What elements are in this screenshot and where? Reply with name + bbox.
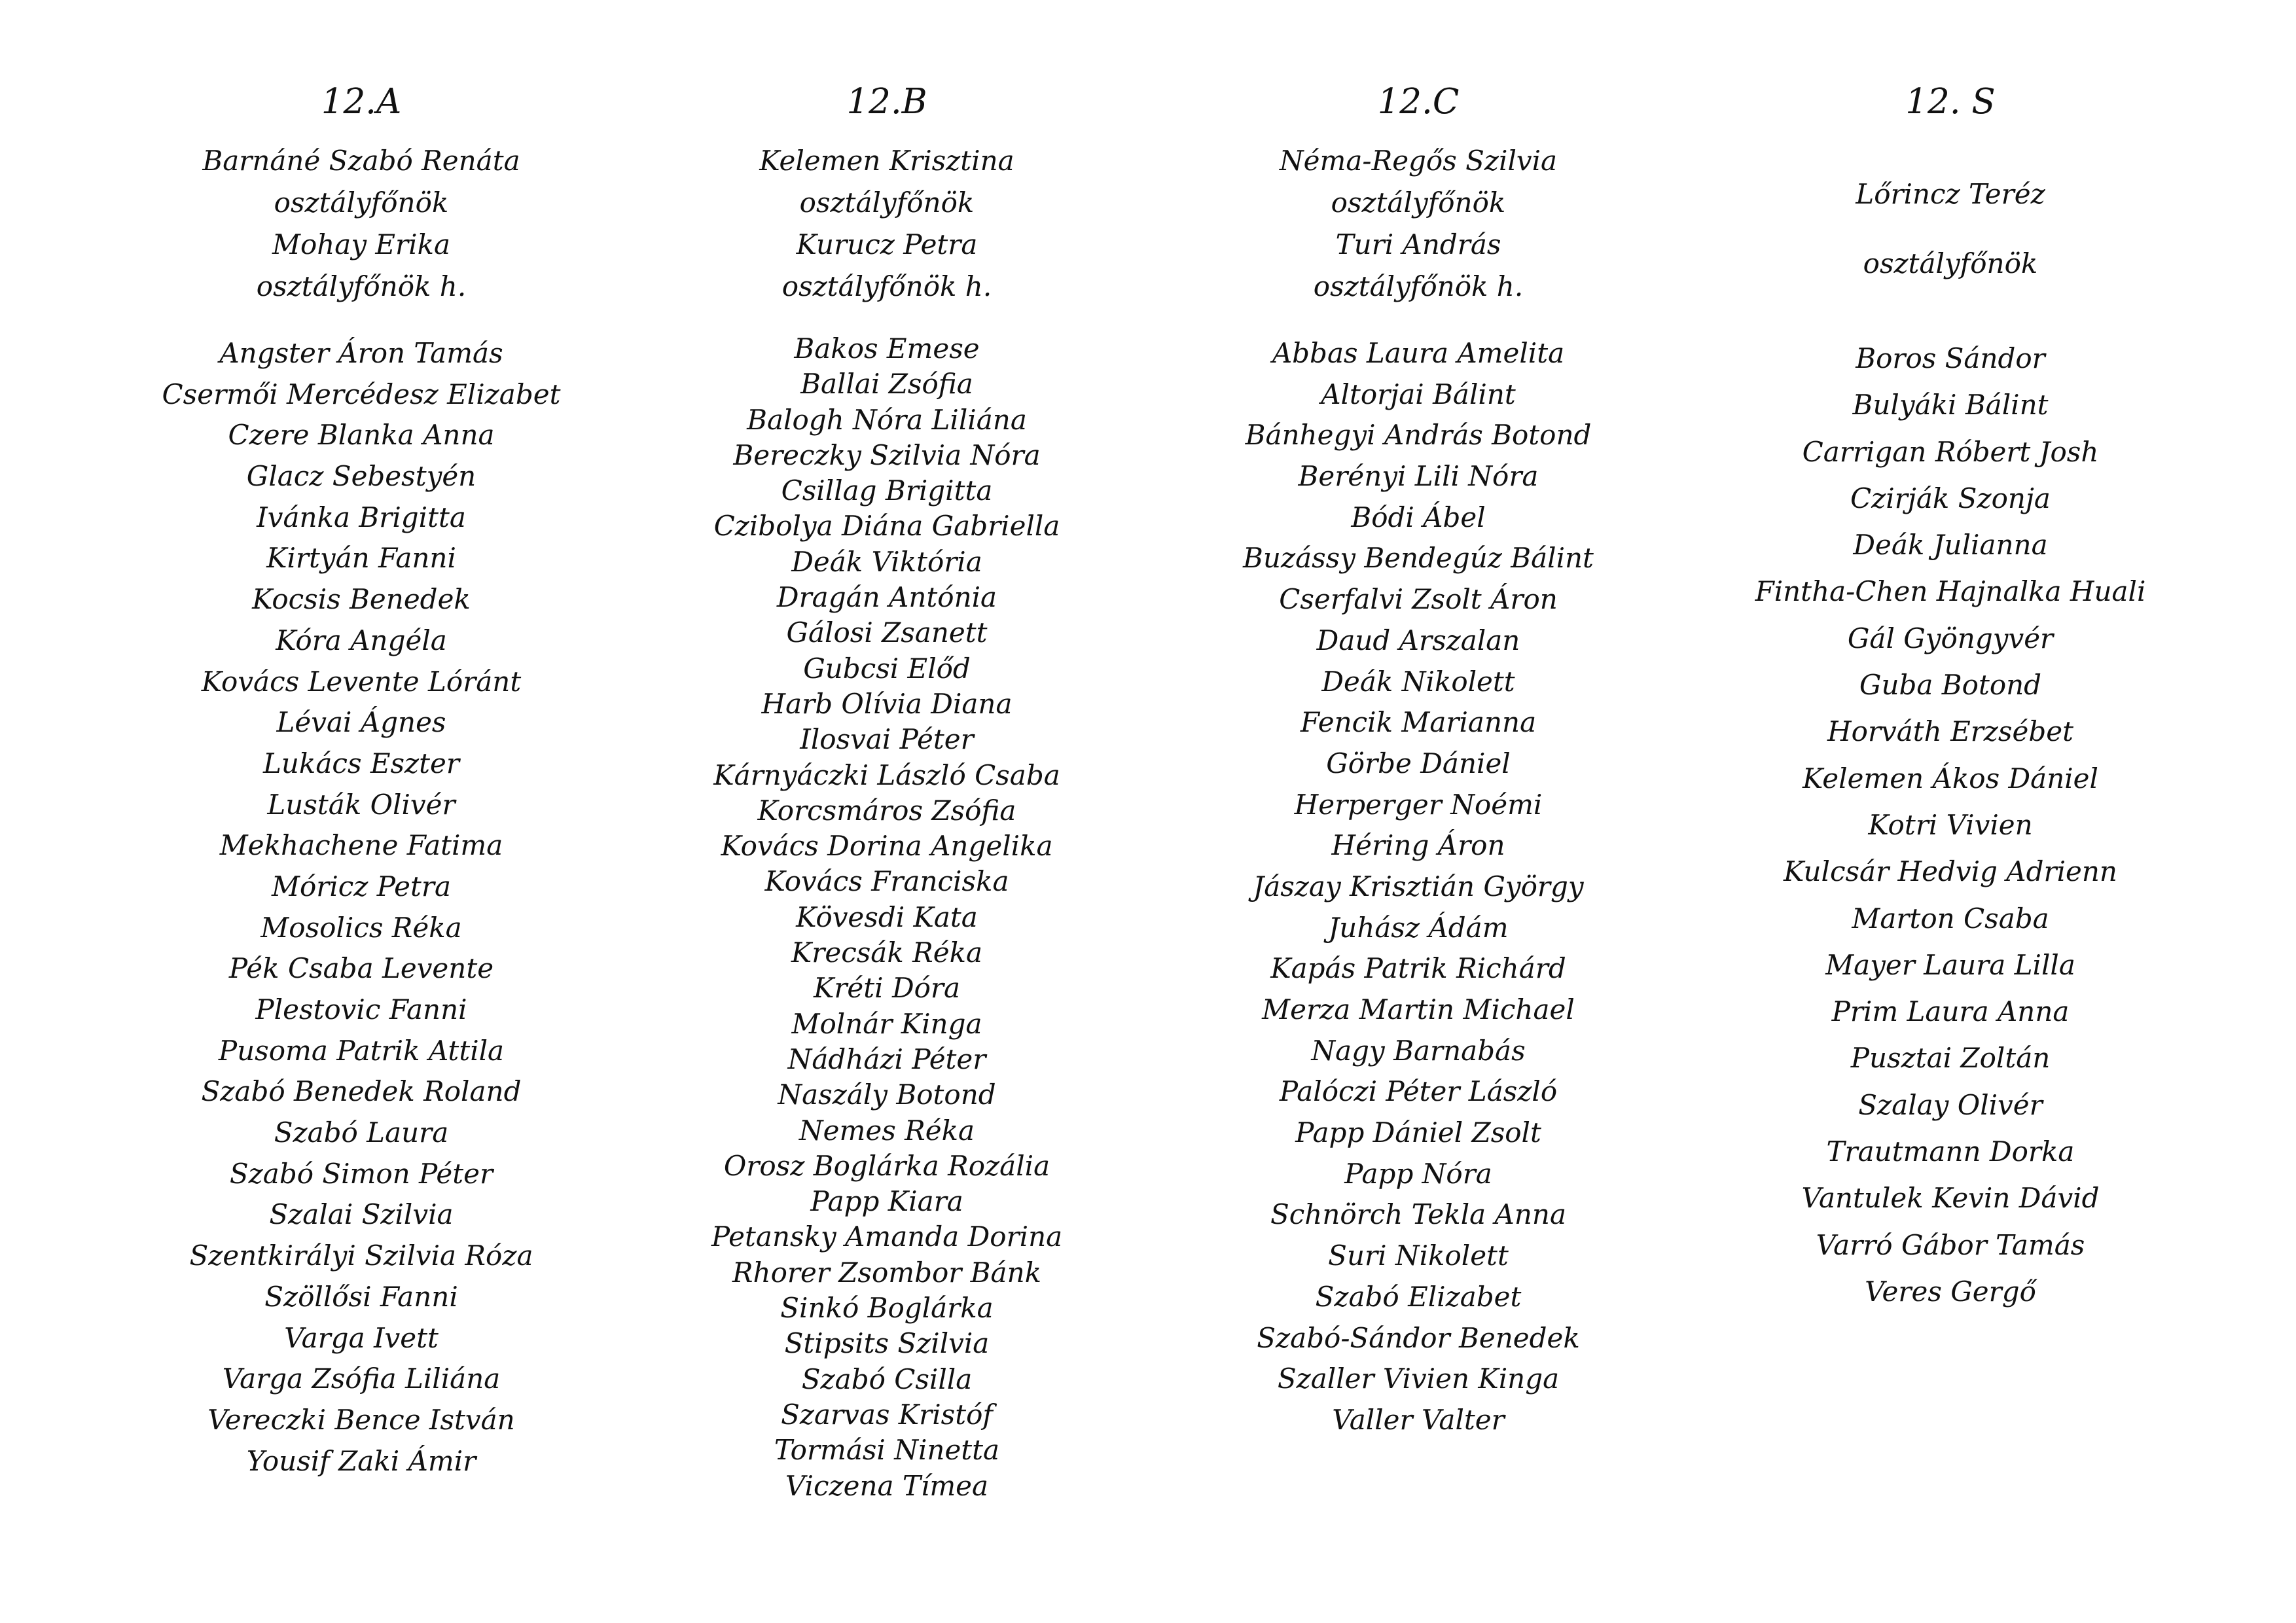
student-name: Mayer Laura Lilla [1825, 948, 2075, 981]
student-name: Szabó Laura [274, 1116, 449, 1149]
student-name: Suri Nikolett [1328, 1240, 1509, 1272]
student-name: Szaller Vivien Kinga [1277, 1363, 1560, 1395]
student-name: Kovács Franciska [764, 865, 1009, 898]
student-name: Pusztai Zoltán [1850, 1042, 2051, 1075]
student-name: Daud Arszalan [1316, 624, 1520, 656]
student-list [638, 331, 1136, 1504]
deputy-teacher-role: osztályfőnök h. [256, 270, 467, 302]
student-name: Szalay Olivér [1858, 1088, 2043, 1121]
student-name: Sinkó Boglárka [780, 1292, 994, 1325]
student-name: Kapás Patrik Richárd [1270, 952, 1566, 985]
student-name: Mekhachene Fatima [219, 829, 503, 862]
student-name: Varró Gábor Tamás [1816, 1228, 2085, 1261]
head-teacher-role: osztályfőnök [274, 187, 449, 219]
deputy-teacher-role: osztályfőnök h. [1313, 270, 1524, 302]
student-name: Görbe Dániel [1326, 747, 1511, 779]
student-name: Carrigan Róbert Josh [1802, 435, 2099, 468]
student-name: Fintha-Chen Hajnalka Huali [1755, 575, 2146, 608]
student-name: Pék Csaba Levente [228, 952, 494, 985]
student-name: Héring Áron [1331, 829, 1505, 862]
student-name: Marton Csaba [1852, 902, 2049, 935]
student-name: Naszály Botond [778, 1079, 996, 1111]
student-name: Czirják Szonja [1850, 482, 2051, 514]
student-name: Szabó Benedek Roland [201, 1075, 522, 1108]
head-teacher-role: osztályfőnök [799, 187, 975, 219]
student-name: Dragán Antónia [776, 581, 997, 614]
student-name: Csermői Mercédesz Elizabet [162, 378, 561, 410]
student-name: Molnár Kinga [791, 1007, 982, 1040]
student-name: Szabó Csilla [801, 1363, 973, 1395]
student-name: Szabó-Sándor Benedek [1257, 1321, 1580, 1354]
student-name: Kovács Dorina Angelika [721, 830, 1053, 863]
student-name: Merza Martin Michael [1262, 993, 1575, 1026]
student-name: Papp Kiara [810, 1185, 963, 1218]
student-name: Kotri Vivien [1868, 808, 2033, 841]
student-name: Horváth Erzsébet [1827, 715, 2073, 748]
student-name: Gál Gyöngyvér [1847, 622, 2054, 654]
student-name: Vereczki Bence István [207, 1403, 515, 1436]
student-name: Krecsák Réka [791, 936, 983, 969]
class-title: 12.B [846, 82, 927, 122]
head-teacher-role: osztályfőnök [1863, 247, 2038, 279]
student-name: Glacz Sebestyén [246, 460, 476, 493]
student-name: Orosz Boglárka Rozália [723, 1149, 1050, 1182]
student-name: Kelemen Ákos Dániel [1803, 762, 2098, 794]
student-name: Fencik Marianna [1300, 706, 1537, 739]
student-name: Bereczky Szilvia Nóra [733, 438, 1041, 471]
student-name: Deák Julianna [1853, 529, 2048, 562]
student-name: Móricz Petra [271, 870, 452, 902]
student-name: Viczena Tímea [785, 1469, 989, 1502]
head-teacher-role: osztályfőnök [1331, 187, 1506, 219]
student-name: Szentkirályi Szilvia Róza [189, 1240, 533, 1272]
student-name: Kocsis Benedek [252, 583, 471, 616]
deputy-teacher-name: Mohay Erika [272, 228, 451, 260]
student-name: Palóczi Péter László [1279, 1075, 1558, 1108]
student-name: Tormási Ninetta [774, 1434, 1000, 1467]
student-name: Vantulek Kevin Dávid [1801, 1182, 2100, 1215]
head-teacher-name: Lőrincz Teréz [1856, 178, 2045, 210]
student-name: Lukács Eszter [262, 747, 459, 779]
student-name: Guba Botond [1859, 669, 2042, 702]
student-name: Kárnyáczki László Csaba [713, 758, 1060, 791]
class-title: 12. S [1905, 82, 1996, 122]
class-title: 12.C [1377, 82, 1460, 122]
student-name: Berényi Lili Nóra [1298, 460, 1539, 493]
student-name: Altorjai Bálint [1321, 378, 1516, 410]
student-name: Kovács Levente Lóránt [201, 665, 522, 698]
student-name: Stipsits Szilvia [784, 1327, 990, 1360]
student-name: Ilosvai Péter [800, 723, 974, 756]
student-name: Mosolics Réka [260, 911, 462, 944]
student-name: Herperger Noémi [1294, 788, 1543, 821]
student-name: Petansky Amanda Dorina [711, 1221, 1063, 1253]
student-name: Szabó Simon Péter [229, 1157, 493, 1190]
student-name: Gubcsi Előd [803, 652, 971, 685]
student-name: Juhász Ádám [1328, 911, 1509, 944]
student-name: Korcsmáros Zsófia [757, 794, 1016, 827]
student-name: Bulyáki Bálint [1852, 389, 2049, 421]
student-name: Kövesdi Kata [796, 901, 978, 933]
student-name: Harb Olívia Diana [761, 687, 1013, 720]
student-list [113, 333, 610, 1482]
student-name: Prim Laura Anna [1831, 995, 2070, 1028]
student-name: Gálosi Zsanett [786, 616, 988, 649]
student-name: Angster Áron Tamás [219, 337, 503, 369]
student-name: Kóra Angéla [276, 624, 447, 656]
student-name: Nagy Barnabás [1311, 1034, 1526, 1067]
student-name: Szabó Elizabet [1315, 1280, 1522, 1313]
student-name: Szarvas Kristóf [781, 1398, 993, 1431]
student-name: Jászay Krisztián György [1253, 870, 1584, 902]
student-name: Buzássy Bendegúz Bálint [1243, 542, 1594, 575]
deputy-teacher-role: osztályfőnök h. [781, 270, 992, 302]
student-name: Varga Ivett [284, 1321, 439, 1354]
head-teacher-name: Néma-Regős Szilvia [1279, 145, 1558, 177]
student-name: Cserfalvi Zsolt Áron [1279, 583, 1558, 616]
student-name: Czere Blanka Anna [228, 419, 495, 452]
student-name: Ivánka Brigitta [257, 501, 466, 533]
student-name: Kréti Dóra [813, 972, 961, 1005]
student-name: Balogh Nóra Liliána [747, 403, 1027, 436]
student-name: Bakos Emese [794, 332, 980, 365]
head-teacher-name: Barnáné Szabó Renáta [202, 145, 520, 177]
student-name: Papp Nóra [1344, 1157, 1492, 1190]
student-name: Bánhegyi András Botond [1245, 419, 1592, 452]
student-name: Abbas Laura Amelita [1272, 337, 1565, 369]
student-name: Valler Valter [1332, 1403, 1505, 1436]
student-name: Papp Dániel Zsolt [1295, 1116, 1541, 1149]
student-name: Szöllősi Fanni [264, 1280, 458, 1313]
student-list [1170, 333, 1667, 1441]
student-name: Czibolya Diána Gabriella [713, 510, 1060, 543]
student-name: Schnörch Tekla Anna [1270, 1198, 1567, 1231]
student-name: Lusták Olivér [267, 788, 456, 821]
student-name: Ballai Zsófia [800, 368, 973, 401]
student-name: Boros Sándor [1856, 342, 2045, 374]
student-name: Bódi Ábel [1351, 501, 1486, 533]
student-name: Kirtyán Fanni [266, 542, 456, 575]
student-name: Lévai Ágnes [276, 706, 446, 739]
student-name: Trautmann Dorka [1826, 1135, 2075, 1168]
student-name: Deák Viktória [791, 545, 982, 578]
student-name: Nemes Réka [798, 1114, 975, 1147]
student-name: Plestovic Fanni [255, 993, 467, 1026]
student-name: Pusoma Patrik Attila [218, 1034, 505, 1067]
student-name: Nádházi Péter [787, 1043, 986, 1075]
student-name: Szalai Szilvia [269, 1198, 454, 1231]
head-teacher-name: Kelemen Krisztina [759, 145, 1014, 177]
student-name: Csillag Brigitta [781, 474, 993, 507]
deputy-teacher-name: Turi András [1335, 228, 1501, 260]
deputy-teacher-name: Kurucz Petra [796, 228, 978, 260]
student-list [1702, 335, 2199, 1315]
class-title: 12.A [321, 82, 402, 122]
student-name: Veres Gergő [1865, 1275, 2036, 1308]
student-name: Varga Zsófia Liliána [222, 1363, 501, 1395]
student-name: Kulcsár Hedvig Adrienn [1784, 855, 2117, 888]
student-name: Yousif Zaki Ámir [246, 1444, 476, 1477]
student-name: Deák Nikolett [1321, 665, 1515, 698]
student-name: Rhorer Zsombor Bánk [732, 1256, 1042, 1289]
